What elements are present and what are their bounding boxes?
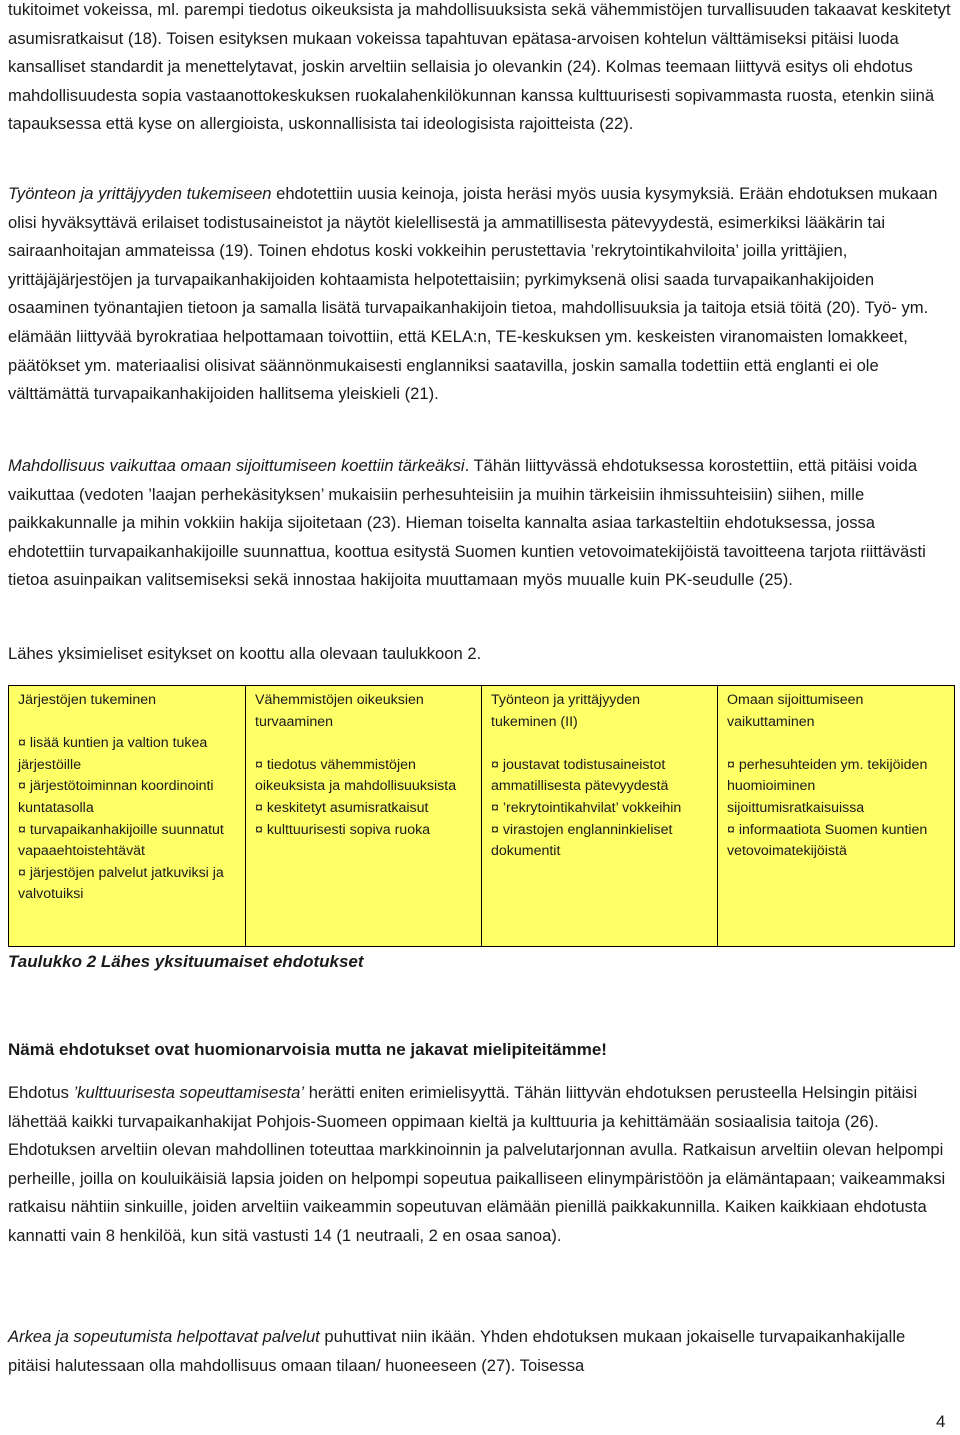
table-item: ¤ turvapaikanhakijoille suunnatut vapaaehtoistehtävät: [18, 821, 224, 860]
table-column-header: Järjestöjen tukeminen: [18, 692, 157, 708]
paragraph-lead-italic: Mahdollisuus vaikuttaa omaan sijoittumiseen koettiin tärkeäksi: [8, 456, 465, 475]
paragraph-lead-italic: Arkea ja sopeutumista helpottavat palvelut: [8, 1327, 320, 1346]
paragraph-lead-italic: Työnteon ja yrittäjyyden tukemiseen: [8, 184, 272, 203]
paragraph-work-entrepreneurship: Työnteon ja yrittäjyyden tukemiseen ehdotettiin uusia keinoja, joista heräsi myös uusia kysymyksiä. Erään ehdotuksen mukaan olisi hyväksyttävä erilaiset todistusaineistot ja näytöt kielellisestä ja ammatillisesta pätevyydestä, esimerkiksi lääkärin tai sairaanhoitajan ammateissa (19). Toinen ehdotus koski vokkeihin perustettavia ’rekrytointikahviloita’ joilla yrittäjien, yrittäjäjärjestöjen ja turvapaikanhakijoiden kohtaamista helpotettaisiin; pyrkimyksenä olisi saada turvapaikanhakijoiden osaaminen työnantajien tietoon ja samalla lisätä turvapaikanhakijoin tietoa, mahdollisuuksia ja taitoja etsiä töitä (20). Työ- ym. elämään liittyvää byrokratiaa helpottamaan toivottiin, että KELA:n, TE-keskuksen ym. keskeisten viranomaisten lomakkeet, päätökset ym. materiaalisi olisivat säännönmukaisesti englanniksi saatavilla, joskin samalla todettiin että englanti ei ole välttämättä turvapaikanhakijoiden hallitsema yleiskieli (21).: [8, 184, 938, 404]
paragraph-table-intro: Lähes yksimieliset esitykset on koottu alla olevaan taulukkoon 2.: [8, 644, 482, 663]
table-item: ¤ joustavat todistusaineistot ammatillisesta pätevyydestä: [491, 756, 669, 795]
table-column-work: [482, 686, 718, 947]
proposals-table: [8, 685, 955, 947]
table-item: ¤ lisää kuntien ja valtion tukea järjestöille: [18, 735, 208, 773]
table-item: ¤ ’rekrytointikahvilat’ vokkeihin: [491, 799, 682, 816]
table-item: ¤ järjestöjen palvelut jatkuviksi ja valvotuiksi: [18, 864, 224, 903]
table-column-header: Omaan sijoittumiseen vaikuttaminen: [727, 692, 864, 730]
paragraph-minority-rights: tukitoimet vokeissa, ml. parempi tiedotus oikeuksista ja mahdollisuuksista sekä vähemmistöjen turvallisuuden takaavat keskitetyt asumisratkaisut (18). Toisen esityksen mukaan vokeissa tapahtuvan epätasa-arvoisen kohtelun välttämiseksi pitäisi luoda kansalliset standardit ja menettelytavat, joskin arveltiin sellaisia jo olevankin (24). Kolmas teemaan liittyvä esitys oli ehdotus mahdollisuudesta sopia vastaanottokeskuksen ruokalahenkilökunnan kanssa kulttuurisesti sopivammasta ruosta, etenkin siinä tapauksessa että kyse on allergioista, uskonnallisista tai ideologisista rajoitteista (22).: [8, 0, 951, 134]
paragraph-services: Arkea ja sopeutumista helpottavat palvelut puhuttivat niin ikään. Yhden ehdotuksen mukaan jokaiselle turvapaikanhakijalle pitäisi halutessaan olla mahdollisuus omaan tilaan/ huoneeseen (27). Toisessa: [8, 1327, 906, 1375]
table-column-header: Työnteon ja yrittäjyyden tukeminen (II): [491, 692, 641, 730]
paragraph-cultural-adaptation: Ehdotus ’kulttuurisesta sopeuttamisesta’ herätti eniten erimielisyyttä. Tähän liittyvän ehdotuksen perusteella Helsingin pitäisi lähettää kaikki turvapaikanhakijat Pohjois-Suomeen oppimaan kieltä ja kulttuuria ja kehittämään sosiaalisia taitoja (26). Ehdotuksen arveltiin olevan mahdollinen toteuttaa markkinoinnin ja palvelutarjonnan avulla. Ratkaisun arveltiin olevan helpompi perheille, joilla on kouluikäisiä lapsia joiden on helpompi sopeutua paikalliseen elinympäristöön ja elämäntapaan; vaikeammaksi ratkaisu nähtiin sinkuille, joiden arveltiin vaikeammin sopeutuvan elämään pienillä paikkakunnilla. Kaiken kaikkiaan ehdotusta kannatti vain 8 henkilöä, kun sitä vastusti 14 (1 neutraali, 2 en osaa sanoa).: [8, 1083, 946, 1245]
table-item: ¤ järjestötoiminnan koordinointi kuntatasolla: [18, 778, 214, 816]
table-item: ¤ keskitetyt asumisratkaisut: [255, 799, 429, 816]
table-item: ¤ tiedotus vähemmistöjen oikeuksista ja mahdollisuuksista: [255, 756, 457, 795]
bold-statement: Nämä ehdotukset ovat huomionarvoisia mutta ne jakavat mielipiteitämme!: [8, 1040, 607, 1059]
table-item: ¤ informaatiota Suomen kuntien vetovoimatekijöistä: [727, 821, 928, 860]
table-item: ¤ kulttuurisesti sopiva ruoka: [255, 821, 431, 838]
table-caption: Taulukko 2 Lähes yksituumaiset ehdotukset: [8, 952, 364, 971]
table-column-organizations: [9, 686, 246, 947]
table-item: ¤ perhesuhteiden ym. tekijöiden huomioiminen sijoittumisratkaisuissa: [727, 756, 928, 816]
paragraph-italic-term: ’kulttuurisesta sopeuttamisesta’: [73, 1083, 305, 1102]
table-column-placement: [718, 686, 955, 947]
table-item: ¤ virastojen englanninkieliset dokumentit: [491, 821, 673, 860]
table-column-header: Vähemmistöjen oikeuksien turvaaminen: [255, 692, 424, 730]
table-column-minority-rights: [246, 686, 482, 947]
paragraph-placement: Mahdollisuus vaikuttaa omaan sijoittumiseen koettiin tärkeäksi. Tähän liittyvässä ehdotuksessa korostettiin, että pitäisi voida vaikuttaa (vedoten ’laajan perhekäsityksen’ mukaisiin perhesuhteisiin ja muihin tärkeisiin ihmissuhteisiin) siihen, mille paikkakunnalle ja mihin vokkiin hakija sijoitetaan (23). Hieman toiselta kannalta asiaa tarkasteltiin ehdotuksessa, jossa ehdotettiin turvapaikanhakijoille suunnattua, koottua esitystä Suomen kuntien vetovoimatekijöistä tavoitteena tarjota riittävästi tietoa asuinpaikan valitsemiseksi sekä innostaa hakijoita muuttamaan myös muualle kuin PK-seudulle (25).: [8, 456, 926, 590]
page-number: 4: [936, 1412, 946, 1431]
